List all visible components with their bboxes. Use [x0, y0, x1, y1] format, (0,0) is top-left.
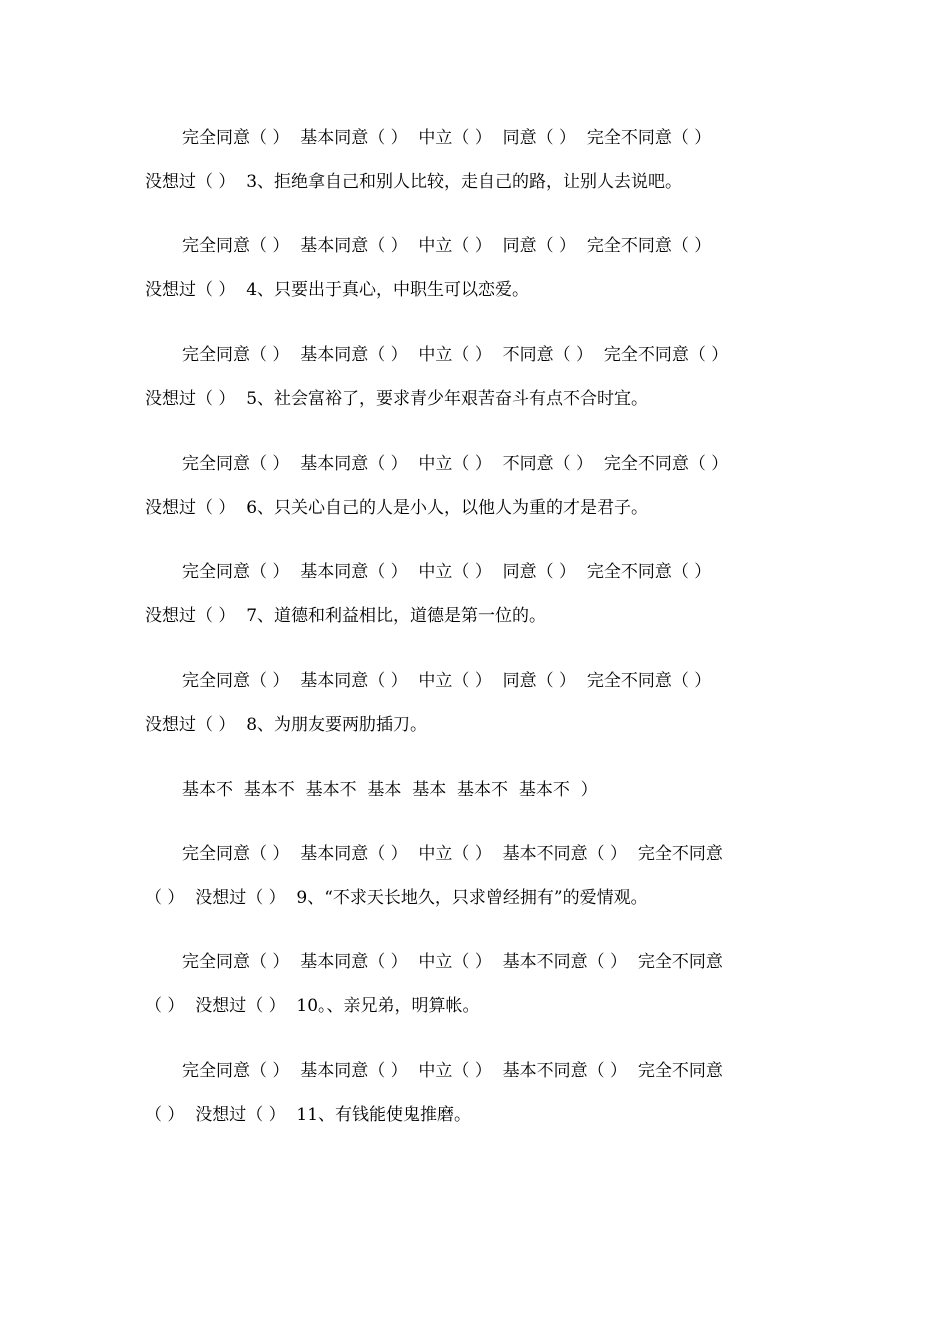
fragment-line: 基本不 基本不 基本不 基本 基本 基本不 基本不 ）	[182, 780, 598, 800]
question-line: （ ） 没想过（ ） 9、“不求天长地久，只求曾经拥有”的爱情观。	[145, 888, 648, 908]
options-line: 完全同意（ ） 基本同意（ ） 中立（ ） 同意（ ） 完全不同意（ ）	[182, 128, 712, 148]
question-line: 没想过（ ） 4、只要出于真心，中职生可以恋爱。	[145, 280, 530, 300]
question-line: 没想过（ ） 7、道德和利益相比，道德是第一位的。	[145, 606, 547, 626]
question-line: 没想过（ ） 6、只关心自己的人是小人，以他人为重的才是君子。	[145, 498, 649, 518]
question-line: （ ） 没想过（ ） 10。、亲兄弟，明算帐。	[145, 996, 480, 1016]
question-line: 没想过（ ） 5、社会富裕了，要求青少年艰苦奋斗有点不合时宜。	[145, 389, 649, 409]
options-line: 完全同意（ ） 基本同意（ ） 中立（ ） 基本不同意（ ） 完全不同意	[182, 1061, 723, 1081]
question-line: （ ） 没想过（ ） 11、有钱能使鬼推磨。	[145, 1105, 472, 1125]
options-line: 完全同意（ ） 基本同意（ ） 中立（ ） 基本不同意（ ） 完全不同意	[182, 952, 723, 972]
question-line: 没想过（ ） 8、为朋友要两肋插刀。	[145, 715, 428, 735]
question-line: 没想过（ ） 3、拒绝拿自己和别人比较，走自己的路，让别人去说吧。	[145, 172, 683, 192]
options-line: 完全同意（ ） 基本同意（ ） 中立（ ） 同意（ ） 完全不同意（ ）	[182, 562, 712, 582]
options-line: 完全同意（ ） 基本同意（ ） 中立（ ） 基本不同意（ ） 完全不同意	[182, 844, 723, 864]
options-line: 完全同意（ ） 基本同意（ ） 中立（ ） 不同意（ ） 完全不同意（ ）	[182, 345, 729, 365]
options-line: 完全同意（ ） 基本同意（ ） 中立（ ） 同意（ ） 完全不同意（ ）	[182, 236, 712, 256]
options-line: 完全同意（ ） 基本同意（ ） 中立（ ） 不同意（ ） 完全不同意（ ）	[182, 454, 729, 474]
options-line: 完全同意（ ） 基本同意（ ） 中立（ ） 同意（ ） 完全不同意（ ）	[182, 671, 712, 691]
